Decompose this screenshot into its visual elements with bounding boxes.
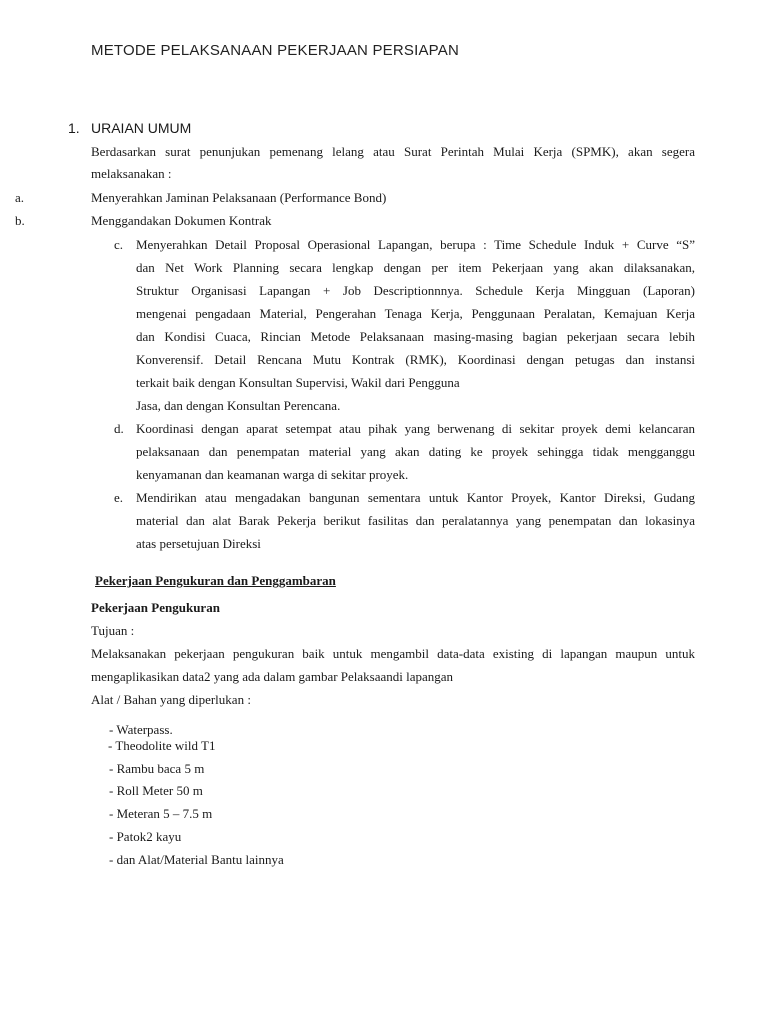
- list-item-line: Konverensif. Detail Rencana Mutu Kontrak (RMK), Koordinasi dengan petugas dan instansi: [136, 352, 695, 367]
- equipment-item: - Meteran 5 – 7.5 m: [109, 806, 213, 821]
- list-item-line: Mendirikan atau mengadakan bangunan sementara untuk Kantor Proyek, Kantor Direksi, Gudang: [136, 490, 695, 505]
- list-marker: c.: [114, 237, 124, 252]
- list-item-line: pelaksanaan dan penempatan material yang akan dating ke proyek sehingga tidak mengganggu: [136, 444, 695, 459]
- intro-line: Berdasarkan surat penunjukan pemenang lelang atau Surat Perintah Mulai Kerja (SPMK), akan segera: [91, 144, 695, 159]
- list-item-line: Struktur Organisasi Lapangan + Job Descriptionnnya. Schedule Kerja Mingguan (Laporan): [136, 283, 695, 298]
- list-marker: e.: [114, 490, 124, 505]
- list-item-line: kenyamanan dan keamanan warga di sekitar proyek.: [136, 467, 409, 482]
- intro-line: melaksanakan :: [91, 166, 172, 181]
- list-marker: a.: [15, 190, 25, 205]
- subheading: Pekerjaan Pengukuran: [91, 600, 220, 615]
- tujuan-label: Tujuan :: [91, 623, 135, 638]
- list-item-line: mengenai pengadaan Material, Pengerahan Tenaga Kerja, Penggunaan Peralatan, Kemajuan Kerja: [136, 306, 695, 321]
- equipment-item: - Roll Meter 50 m: [109, 783, 203, 798]
- tujuan-line: Melaksanakan pekerjaan pengukuran baik untuk mengambil data-data existing di lapangan maupun untuk: [91, 646, 695, 661]
- list-item-line: material dan alat Barak Pekerja berikut fasilitas dan peralatannya yang penempatan dan lokasinya: [136, 513, 695, 528]
- equipment-item: - Theodolite wild T1: [108, 738, 216, 753]
- equipment-item: - Patok2 kayu: [109, 829, 182, 844]
- list-item: Menggandakan Dokumen Kontrak: [91, 213, 272, 228]
- list-marker: d.: [114, 421, 124, 436]
- section-heading: URAIAN UMUM: [91, 120, 192, 136]
- tujuan-line: mengaplikasikan data2 yang ada dalam gambar Pelaksaandi lapangan: [91, 669, 454, 684]
- equipment-item: - dan Alat/Material Bantu lainnya: [109, 852, 284, 867]
- list-item: Menyerahkan Jaminan Pelaksanaan (Performance Bond): [91, 190, 387, 205]
- equipment-item: - Rambu baca 5 m: [109, 761, 205, 776]
- section-number: 1.: [68, 120, 80, 136]
- list-item-line: dan Kondisi Cuaca, Rincian Metode Pelaksanaan masing-masing bagian pekerjaan secara lebih: [136, 329, 695, 344]
- list-item-line: Jasa, dan dengan Konsultan Perencana.: [136, 398, 341, 413]
- list-item-line: terkait baik dengan Konsultan Supervisi, Wakil dari Pengguna: [136, 375, 460, 390]
- list-item-line: dan Net Work Planning secara lengkap dengan per item Pekerjaan yang akan dilaksanakan,: [136, 260, 695, 275]
- list-marker: b.: [15, 213, 25, 228]
- list-item-line: Menyerahkan Detail Proposal Operasional Lapangan, berupa : Time Schedule Induk + Curve “S”: [136, 237, 695, 252]
- list-item-line: Koordinasi dengan aparat setempat atau pihak yang berwenang di sekitar proyek demi kelancaran: [136, 421, 695, 436]
- document-title: METODE PELAKSANAAN PEKERJAAN PERSIAPAN: [91, 42, 459, 59]
- section-heading: Pekerjaan Pengukuran dan Penggambaran: [95, 573, 336, 588]
- alat-label: Alat / Bahan yang diperlukan :: [91, 692, 251, 707]
- list-item-line: atas persetujuan Direksi: [136, 536, 261, 551]
- equipment-item: - Waterpass.: [109, 722, 173, 737]
